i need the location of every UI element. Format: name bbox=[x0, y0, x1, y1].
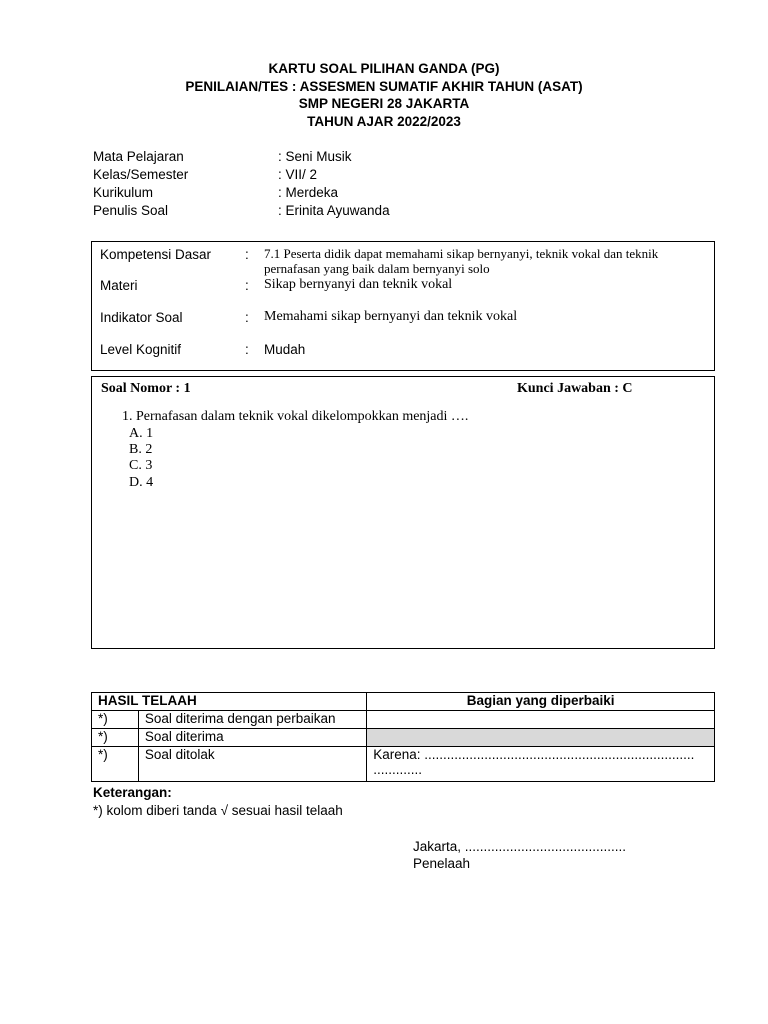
signature-role: Penelaah bbox=[413, 856, 471, 871]
question-number: Soal Nomor : 1 bbox=[101, 381, 191, 396]
info-value-subject: : Seni Musik bbox=[278, 149, 352, 164]
option-d: D. 4 bbox=[129, 475, 154, 490]
review-mark: *) bbox=[92, 729, 139, 747]
info-label-subject: Mata Pelajaran bbox=[93, 149, 184, 164]
materi-value: Sikap bernyanyi dan teknik vokal bbox=[264, 277, 453, 292]
option-a: A. 1 bbox=[129, 426, 154, 441]
info-value-curriculum: : Merdeka bbox=[278, 185, 339, 200]
review-label-accepted: Soal diterima bbox=[138, 729, 366, 747]
review-note-cell[interactable] bbox=[367, 711, 715, 729]
info-label-curriculum: Kurikulum bbox=[93, 185, 154, 200]
review-header-fix: Bagian yang diperbaiki bbox=[367, 693, 715, 711]
kd-value-line-2: pernafasan yang baik dalam bernyanyi solo bbox=[264, 261, 490, 276]
info-label-class: Kelas/Semester bbox=[93, 167, 189, 182]
header-line-3: SMP NEGERI 28 JAKARTA bbox=[298, 96, 470, 111]
materi-label: Materi bbox=[100, 278, 138, 293]
kd-value-line-1: 7.1 Peserta didik dapat memahami sikap bernyanyi, teknik vokal dan teknik bbox=[264, 246, 659, 261]
review-note-rejected-line-2: ............. bbox=[373, 762, 423, 777]
review-label-accepted-revision: Soal diterima dengan perbaikan bbox=[138, 711, 366, 729]
info-value-class: : VII/ 2 bbox=[278, 167, 318, 182]
question-text: 1. Pernafasan dalam teknik vokal dikelompokkan menjadi …. bbox=[122, 409, 469, 424]
table-row bbox=[92, 711, 715, 729]
review-note-rejected-line-1: Karena: ........................................................................ bbox=[373, 747, 695, 762]
indikator-value: Memahami sikap bernyanyi dan teknik vokal bbox=[264, 309, 518, 324]
kd-label: Kompetensi Dasar bbox=[100, 247, 212, 262]
review-mark: *) bbox=[92, 711, 139, 729]
review-note-cell-disabled bbox=[367, 729, 715, 747]
option-c: C. 3 bbox=[129, 458, 153, 473]
review-mark: *) bbox=[92, 747, 139, 782]
table-row bbox=[92, 729, 715, 747]
review-note-rejected[interactable] bbox=[367, 747, 715, 782]
header-line-4: TAHUN AJAR 2022/2023 bbox=[307, 114, 461, 129]
signature-place: Jakarta, ........................................... bbox=[413, 839, 627, 854]
indikator-label: Indikator Soal bbox=[100, 310, 183, 325]
review-label-rejected: Soal ditolak bbox=[138, 747, 366, 782]
level-value: Mudah bbox=[264, 342, 306, 357]
review-header-result: HASIL TELAAH bbox=[92, 693, 367, 711]
question-box bbox=[91, 376, 715, 649]
materi-colon: : bbox=[245, 278, 249, 293]
option-b: B. 2 bbox=[129, 442, 153, 457]
keterangan-text: *) kolom diberi tanda √ sesuai hasil telaah bbox=[93, 803, 343, 818]
competency-box bbox=[91, 241, 715, 371]
table-row bbox=[92, 747, 715, 782]
kd-colon: : bbox=[245, 247, 249, 262]
review-table bbox=[91, 692, 715, 782]
indikator-colon: : bbox=[245, 310, 249, 325]
info-value-author: : Erinita Ayuwanda bbox=[278, 203, 390, 218]
level-label: Level Kognitif bbox=[100, 342, 182, 357]
header-line-1: KARTU SOAL PILIHAN GANDA (PG) bbox=[268, 61, 500, 76]
keterangan-title: Keterangan: bbox=[93, 785, 172, 800]
level-colon: : bbox=[245, 342, 249, 357]
info-label-author: Penulis Soal bbox=[93, 203, 169, 218]
answer-key: Kunci Jawaban : C bbox=[517, 381, 633, 396]
review-header-row bbox=[92, 693, 715, 711]
header-line-2: PENILAIAN/TES : ASSESMEN SUMATIF AKHIR TAHUN (ASAT) bbox=[185, 79, 583, 94]
